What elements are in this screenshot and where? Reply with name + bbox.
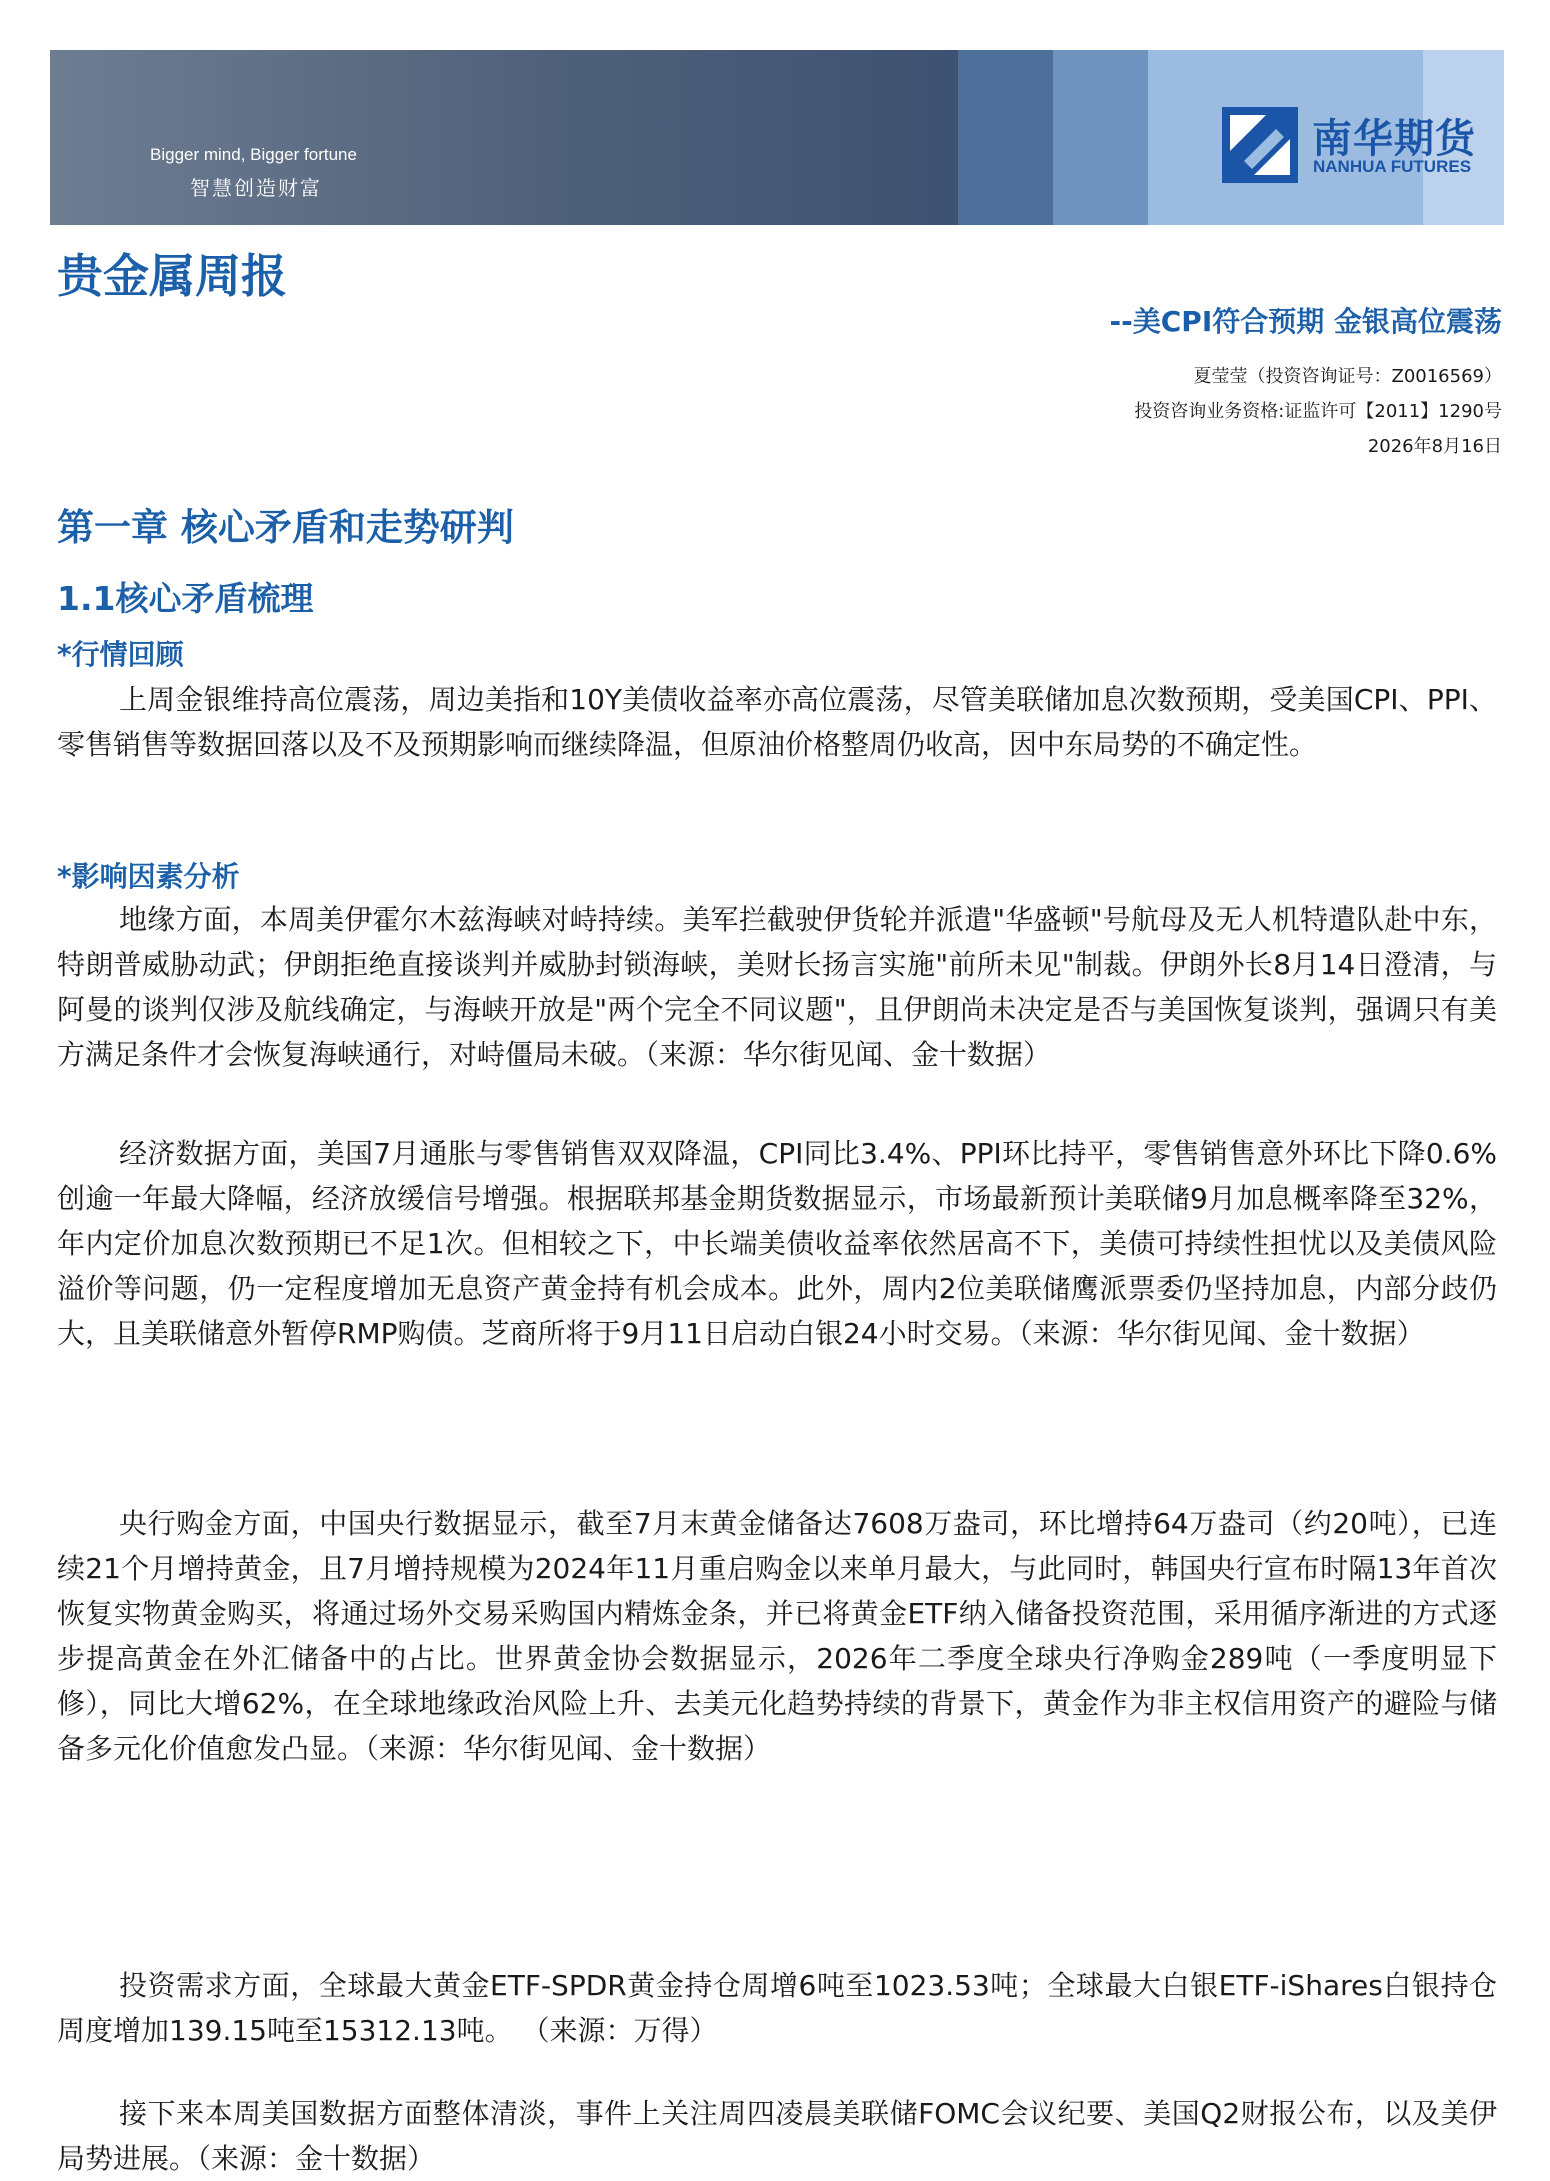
paragraph-geopolitics: 地缘方面，本周美伊霍尔木兹海峡对峙持续。美军拦截驶伊货轮并派遣"华盛顿"号航母及无人机特遣队赴中东，特朗普威胁动武；伊朗拒绝直接谈判并威胁封锁海峡，美财长扬言实施"前所未见"制裁。伊朗外长8月14日澄清，与阿曼的谈判仅涉及航线确定，与海峡开放是"两个完全不同议题"，且伊朗尚未决定是否与美国恢复谈判，强调只有美方满足条件才会恢复海峡通行，对峙僵局未破。（来源：华尔街见闻、金十数据） [57, 903, 1497, 1071]
paragraph-outlook: 接下来本周美国数据方面整体清淡，事件上关注周四凌晨美联储FOMC会议纪要、美国Q2财报公布，以及美伊局势进展。（来源：金十数据） [57, 2097, 1497, 2175]
author-line: 夏莹莹（投资咨询证号：Z0016569） [1193, 366, 1502, 387]
tagline-english: Bigger mind, Bigger fortune [150, 145, 357, 164]
section-title: 1.1核心矛盾梳理 [57, 579, 314, 618]
header-banner [50, 50, 1504, 225]
chapter-title: 第一章 核心矛盾和走势研判 [57, 506, 514, 549]
nanhua-logo-icon [1220, 105, 1300, 185]
banner-stripe [1053, 50, 1148, 225]
license-line: 投资咨询业务资格:证监许可【2011】1290号 [1134, 401, 1502, 422]
company-logo [1220, 105, 1490, 185]
paragraph-market-review: 上周金银维持高位震荡，周边美指和10Y美债收益率亦高位震荡，尽管美联储加息次数预期，受美国CPI、PPI、零售销售等数据回落以及不及预期影响而继续降温，但原油价格整周仍收高，因中东局势的不确定性。 [57, 683, 1497, 761]
paragraph-investment-demand: 投资需求方面，全球最大黄金ETF-SPDR黄金持仓周增6吨至1023.53吨；全球最大白银ETF-iShares白银持仓周度增加139.15吨至15312.13吨。 （来源：万得） [57, 1969, 1497, 2047]
report-date: 2026年8月16日 [1367, 436, 1502, 457]
banner-stripe [958, 50, 1053, 225]
logo-chinese-text: 南华期货 [1312, 116, 1476, 162]
paragraph-economic-data: 经济数据方面，美国7月通胀与零售销售双双降温，CPI同比3.4%、PPI环比持平，零售销售意外环比下降0.6%创逾一年最大降幅，经济放缓信号增强。根据联邦基金期货数据显示，市场最新预计美联储9月加息概率降至32%，年内定价加息次数预期已不足1次。但相较之下，中长端美债收益率依然居高不下，美债可持续性担忧以及美债风险溢价等问题，仍一定程度增加无息资产黄金持有机会成本。此外，周内2位美联储鹰派票委仍坚持加息，内部分歧仍大，且美联储意外暂停RMP购债。芝商所将于9月11日启动白银24小时交易。（来源：华尔街见闻、金十数据） [57, 1137, 1497, 1350]
document-subtitle: --美CPI符合预期 金银高位震荡 [1109, 305, 1502, 338]
document-title: 贵金属周报 [57, 249, 287, 303]
subhead-factor-analysis: *影响因素分析 [57, 860, 240, 893]
logo-english-text: NANHUA FUTURES [1313, 157, 1472, 176]
subhead-market-review: *行情回顾 [57, 638, 184, 671]
paragraph-central-bank: 央行购金方面，中国央行数据显示，截至7月末黄金储备达7608万盎司，环比增持64万盎司（约20吨），已连续21个月增持黄金，且7月增持规模为2024年11月重启购金以来单月最大，与此同时，韩国央行宣布时隔13年首次恢复实物黄金购买，将通过场外交易采购国内精炼金条，并已将黄金ETF纳入储备投资范围，采用循序渐进的方式逐步提高黄金在外汇储备中的占比。世界黄金协会数据显示，2026年二季度全球央行净购金289吨（一季度明显下修），同比大增62%，在全球地缘政治风险上升、去美元化趋势持续的背景下，黄金作为非主权信用资产的避险与储备多元化价值愈发凸显。（来源：华尔街见闻、金十数据） [57, 1507, 1497, 1765]
tagline-chinese: 智慧创造财富 [190, 176, 322, 200]
